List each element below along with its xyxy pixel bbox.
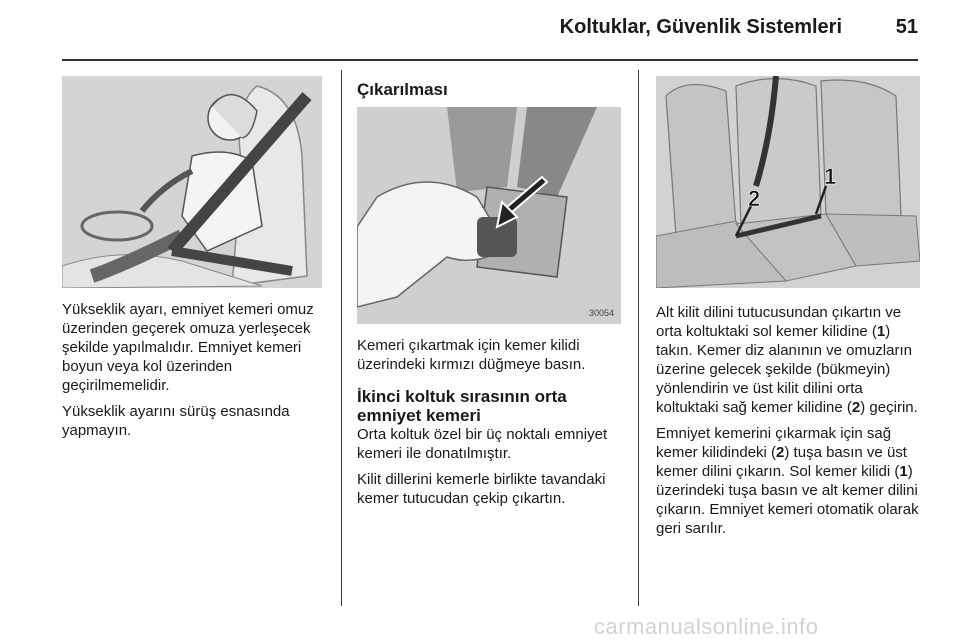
subheading-line-1: İkinci koltuk sırasının orta: [357, 387, 567, 406]
section-heading-removal: Çıkarılması: [357, 80, 448, 99]
figure-rear-seats: [656, 76, 920, 288]
watermark: carmanualsonline.info: [594, 614, 819, 639]
subheading-line-2: emniyet kemeri: [357, 406, 481, 425]
paragraph-fasten-procedure: Alt kilit dilini tutucusundan çıkartın ve orta koltuktaki sol kemer kilidine (1) takın. Kemer diz alanının ve omuzların üzerine gelecek şekilde (bükmeyin) yönlendirin ve üst kilit dilini orta koltuktaki sağ kemer kilidine (2) geçirin.: [656, 304, 918, 416]
page-number: 51: [895, 16, 918, 38]
paragraph-driving-warning: Yükseklik ayarını sürüş esnasında yapmayın.: [62, 403, 290, 439]
right-text: [656, 303, 924, 545]
callout-2-label: 2: [748, 186, 761, 211]
middle-text-1: [357, 336, 627, 381]
figure-seated-woman: [62, 76, 322, 288]
header-rule: [62, 59, 918, 61]
paragraph-release-procedure: Emniyet kemerini çıkarmak için sağ kemer kilidindeki (2) tuşa basın ve üst kemer dilini çıkarın. Sol kemer kilidi (1) üzerindeki tuşa basın ve alt kemer dilini çıkarın. Emniyet kemeri otomatik olarak geri sarılır.: [656, 425, 919, 537]
column-divider-left: [341, 70, 342, 606]
paragraph-press-red-button: Kemeri çıkartmak için kemer kilidi üzerindeki kırmızı düğmeye basın.: [357, 337, 586, 373]
column-divider-right: [638, 70, 639, 606]
left-text: [62, 300, 327, 447]
paragraph-height-adjust: Yükseklik ayarı, emniyet kemeri omuz üzerinden geçerek omuza yerleşecek şekilde yapılmalıdır. Emniyet kemeri boyun veya kol üzerinden geçirilmemelidir.: [62, 301, 314, 394]
paragraph-pull-tongues: Kilit dillerini kemerle birlikte tavandaki kemer tutucudan çekip çıkartın.: [357, 471, 606, 507]
page-header-title: Koltuklar, Güvenlik Sistemleri: [559, 16, 842, 38]
callout-1-label: 1: [824, 164, 837, 189]
middle-subsection: [357, 387, 632, 515]
figure-number-label: 30054: [589, 308, 615, 318]
paragraph-three-point-belt: Orta koltuk özel bir üç noktalı emniyet kemeri ile donatılmıştır.: [357, 426, 608, 462]
subheading-middle-belt: [357, 387, 632, 425]
figure-buckle-release: [357, 107, 621, 324]
